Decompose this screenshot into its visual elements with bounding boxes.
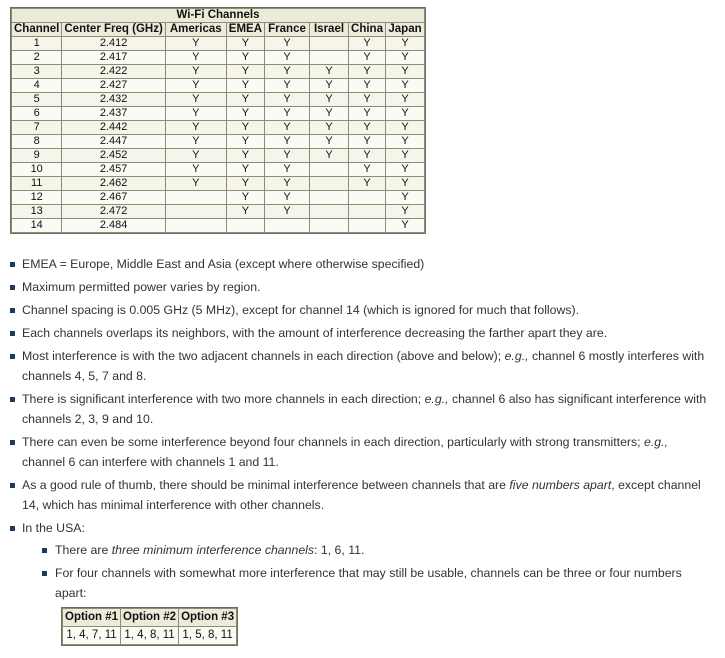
- table-cell: [227, 219, 264, 232]
- column-header: Option #1: [63, 609, 120, 626]
- table-cell: [310, 205, 348, 218]
- table-cell: 2.462: [62, 177, 164, 190]
- square-bullet-icon: [10, 354, 15, 359]
- table-cell: Y: [227, 51, 264, 64]
- table-row: [12, 121, 424, 134]
- table-cell: 2.437: [62, 107, 164, 120]
- table-cell: Y: [265, 177, 309, 190]
- list-item: [10, 323, 710, 343]
- table-cell: 6: [12, 107, 61, 120]
- table-cell: [265, 219, 309, 232]
- table-header-row: [63, 609, 236, 626]
- table-cell: Y: [166, 79, 226, 92]
- table-cell: Y: [310, 65, 348, 78]
- table-cell: Y: [227, 177, 264, 190]
- table-cell: 2.432: [62, 93, 164, 106]
- table-cell: [310, 51, 348, 64]
- list-item: [10, 300, 710, 320]
- table-cell: [310, 177, 348, 190]
- note-text: Most interference is with the two adjacent channels in each direction (above and below); e.g., channel 6 mostly interferes with channels 4, 5, 7 and 8.: [22, 349, 705, 383]
- square-bullet-icon: [10, 440, 15, 445]
- square-bullet-icon: [42, 571, 47, 576]
- table-cell: Y: [265, 135, 309, 148]
- usa-sublist: [42, 540, 710, 646]
- table-cell: Y: [386, 163, 424, 176]
- table-cell: 11: [12, 177, 61, 190]
- table-cell: Y: [386, 149, 424, 162]
- table-cell: Y: [166, 121, 226, 134]
- subnote-text: There are three minimum interference channels: 1, 6, 11.: [55, 543, 365, 557]
- column-header: China: [349, 23, 385, 36]
- table-cell: Y: [227, 65, 264, 78]
- wifi-channels-table: [10, 7, 426, 234]
- table-cell: Y: [265, 121, 309, 134]
- square-bullet-icon: [10, 397, 15, 402]
- note-text: There is significant interference with two more channels in each direction; e.g., channel 6 also has significant interference with channels 2, 3, 9 and 10.: [22, 392, 707, 426]
- note-text: As a good rule of thumb, there should be minimal interference between channels that are five numbers apart, except channel 14, which has minimal interference with other channels.: [22, 478, 701, 512]
- table-cell: Y: [349, 107, 385, 120]
- table-cell: Y: [227, 205, 264, 218]
- table-cell: 12: [12, 191, 61, 204]
- list-item: [10, 346, 710, 386]
- square-bullet-icon: [10, 285, 15, 290]
- table-cell: Y: [310, 93, 348, 106]
- table-cell: Y: [349, 79, 385, 92]
- table-cell: [166, 191, 226, 204]
- subnote-text: For four channels with somewhat more interference that may still be usable, channels can be three or four numbers apart:: [55, 566, 682, 600]
- table-cell: 2: [12, 51, 61, 64]
- table-cell: [349, 219, 385, 232]
- table-cell: Y: [386, 79, 424, 92]
- table-cell: 1, 4, 7, 11: [63, 627, 120, 644]
- table-cell: Y: [166, 51, 226, 64]
- table-cell: 2.457: [62, 163, 164, 176]
- table-cell: Y: [310, 121, 348, 134]
- table-cell: Y: [265, 93, 309, 106]
- table-cell: Y: [386, 135, 424, 148]
- table-body: [12, 37, 424, 232]
- table-cell: Y: [386, 121, 424, 134]
- table-cell: 2.422: [62, 65, 164, 78]
- table-cell: 10: [12, 163, 61, 176]
- table-cell: Y: [265, 79, 309, 92]
- table-row: [12, 149, 424, 162]
- table-row: [12, 219, 424, 232]
- square-bullet-icon: [10, 262, 15, 267]
- notes-list: [10, 254, 710, 649]
- table-cell: Y: [349, 121, 385, 134]
- table-cell: Y: [310, 149, 348, 162]
- table-cell: [349, 205, 385, 218]
- table-row: [12, 51, 424, 64]
- table-cell: 2.452: [62, 149, 164, 162]
- table-cell: Y: [349, 177, 385, 190]
- table-cell: Y: [349, 51, 385, 64]
- table-title: Wi-Fi Channels: [12, 9, 424, 22]
- note-text: There can even be some interference beyond four channels in each direction, particularly with strong transmitters; e.g., channel 6 can interfere with channels 1 and 11.: [22, 435, 668, 469]
- table-cell: Y: [227, 37, 264, 50]
- table-cell: 2.472: [62, 205, 164, 218]
- table-cell: Y: [386, 65, 424, 78]
- table-cell: Y: [386, 51, 424, 64]
- table-cell: Y: [349, 93, 385, 106]
- list-item: [10, 432, 710, 472]
- table-cell: Y: [386, 219, 424, 232]
- table-row: [12, 191, 424, 204]
- table-cell: Y: [227, 107, 264, 120]
- note-text: Channel spacing is 0.005 GHz (5 MHz), except for channel 14 (which is ignored for much that follows).: [22, 303, 580, 317]
- square-bullet-icon: [10, 526, 15, 531]
- note-text: Maximum permitted power varies by region.: [22, 280, 261, 294]
- column-header: France: [265, 23, 309, 36]
- table-cell: Y: [386, 107, 424, 120]
- table-cell: Y: [386, 37, 424, 50]
- table-cell: [310, 191, 348, 204]
- table-cell: Y: [349, 37, 385, 50]
- table-cell: Y: [166, 107, 226, 120]
- column-header: Americas: [166, 23, 226, 36]
- table-cell: Y: [349, 163, 385, 176]
- channel-options-table: [61, 607, 238, 646]
- list-item: [10, 518, 710, 646]
- table-cell: 2.427: [62, 79, 164, 92]
- table-cell: 2.412: [62, 37, 164, 50]
- table-cell: Y: [310, 79, 348, 92]
- table-cell: Y: [265, 107, 309, 120]
- table-cell: Y: [349, 135, 385, 148]
- table-row: [12, 177, 424, 190]
- table-cell: Y: [386, 191, 424, 204]
- table-header-row: [12, 23, 424, 36]
- column-header: Option #3: [179, 609, 236, 626]
- table-cell: Y: [386, 205, 424, 218]
- column-header: Option #2: [121, 609, 178, 626]
- table-cell: [166, 219, 226, 232]
- table-row: [12, 79, 424, 92]
- list-item: [10, 277, 710, 297]
- table-cell: Y: [227, 191, 264, 204]
- table-cell: 13: [12, 205, 61, 218]
- table-row: [12, 205, 424, 218]
- table-cell: [310, 163, 348, 176]
- table-cell: Y: [265, 205, 309, 218]
- table-cell: Y: [265, 51, 309, 64]
- table-cell: 14: [12, 219, 61, 232]
- table-cell: Y: [349, 149, 385, 162]
- table-cell: Y: [227, 135, 264, 148]
- table-cell: Y: [265, 191, 309, 204]
- table-cell: 1, 4, 8, 11: [121, 627, 178, 644]
- table-cell: 3: [12, 65, 61, 78]
- table-row: [12, 107, 424, 120]
- table-cell: Y: [166, 149, 226, 162]
- note-text: EMEA = Europe, Middle East and Asia (except where otherwise specified): [22, 257, 425, 271]
- table-cell: 4: [12, 79, 61, 92]
- table-cell: 8: [12, 135, 61, 148]
- list-item: [10, 389, 710, 429]
- table-cell: Y: [227, 121, 264, 134]
- table-cell: [349, 191, 385, 204]
- table-cell: Y: [265, 65, 309, 78]
- table-cell: 7: [12, 121, 61, 134]
- table-cell: Y: [166, 163, 226, 176]
- list-item: [10, 475, 710, 515]
- table-cell: Y: [227, 79, 264, 92]
- table-cell: 1: [12, 37, 61, 50]
- table-cell: Y: [227, 93, 264, 106]
- square-bullet-icon: [42, 548, 47, 553]
- table-cell: Y: [227, 149, 264, 162]
- table-cell: Y: [386, 93, 424, 106]
- note-text: Each channels overlaps its neighbors, with the amount of interference decreasing the farther apart they are.: [22, 326, 608, 340]
- table-cell: Y: [349, 65, 385, 78]
- table-row: [12, 37, 424, 50]
- table-cell: Y: [166, 37, 226, 50]
- table-cell: Y: [166, 65, 226, 78]
- table-cell: 9: [12, 149, 61, 162]
- table-cell: 2.417: [62, 51, 164, 64]
- table-cell: 1, 5, 8, 11: [179, 627, 236, 644]
- table-cell: Y: [265, 37, 309, 50]
- table-row: [12, 135, 424, 148]
- table-cell: [310, 219, 348, 232]
- column-header: EMEA: [228, 23, 263, 35]
- table-cell: 2.447: [62, 135, 164, 148]
- list-item: [10, 254, 710, 274]
- table-cell: 2.467: [62, 191, 164, 204]
- column-header: Channel: [14, 23, 60, 35]
- table-cell: Y: [166, 93, 226, 106]
- table-cell: Y: [166, 177, 226, 190]
- table-row: [63, 627, 236, 644]
- table-row: [12, 93, 424, 106]
- table-row: [12, 163, 424, 176]
- table-row: [12, 65, 424, 78]
- column-header: Israel: [310, 23, 348, 36]
- square-bullet-icon: [10, 331, 15, 336]
- table-cell: Y: [265, 149, 309, 162]
- table-cell: Y: [386, 177, 424, 190]
- table-cell: Y: [310, 107, 348, 120]
- square-bullet-icon: [10, 308, 15, 313]
- table-cell: [166, 205, 226, 218]
- table-cell: Y: [166, 135, 226, 148]
- square-bullet-icon: [10, 483, 15, 488]
- table-cell: Y: [227, 163, 264, 176]
- note-text: In the USA:: [22, 521, 85, 535]
- table-cell: [310, 37, 348, 50]
- list-item: [42, 563, 710, 646]
- list-item: [42, 540, 710, 560]
- table-cell: 2.442: [62, 121, 164, 134]
- column-header: Center Freq (GHz): [64, 23, 163, 35]
- table-cell: Y: [310, 135, 348, 148]
- column-header: Japan: [386, 23, 424, 36]
- table-cell: 2.484: [62, 219, 164, 232]
- table-cell: Y: [265, 163, 309, 176]
- table-cell: 5: [12, 93, 61, 106]
